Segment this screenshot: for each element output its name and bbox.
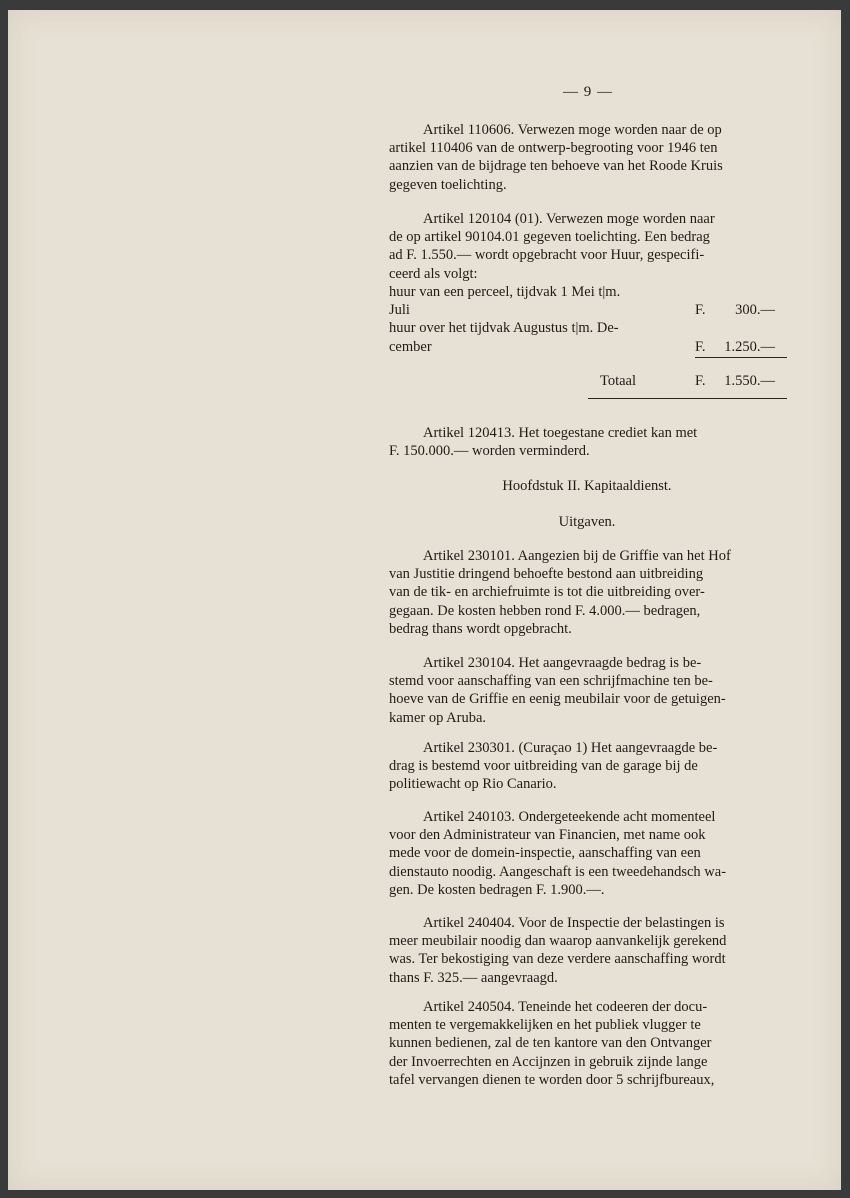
amount: 300.—	[735, 302, 775, 319]
paragraph-artikel-230104	[389, 654, 785, 727]
text-line: tafel vervangen dienen te worden door 5 schrijfbureaux,	[389, 1071, 715, 1088]
text-line: ceerd als volgt:	[389, 265, 478, 282]
text-line: aanzien van de bijdrage ten behoeve van het Roode Kruis	[389, 158, 723, 175]
text-line: Artikel 110606. Verwezen moge worden naar de op	[423, 122, 722, 138]
cost-item-text: huur van een perceel, tijdvak 1 Mei t|m.	[389, 284, 621, 300]
text-line: artikel 110406 van de ontwerp-begrooting voor 1946 ten	[389, 140, 718, 157]
text-line: Artikel 120104 (01). Verwezen moge worden naar	[423, 211, 715, 227]
text-line: Artikel 120413. Het toegestane crediet kan met	[423, 425, 698, 441]
text-line: Artikel 230104. Het aangevraagde bedrag is be-	[423, 655, 702, 671]
text-line: gegeven toelichting.	[389, 176, 507, 193]
paragraph-artikel-240404	[389, 914, 785, 987]
cost-item-label	[389, 319, 785, 337]
totaal-row	[389, 372, 785, 390]
huur-specification	[389, 283, 785, 356]
text-line: Artikel 230301. (Curaçao 1) Het aangevraagde be-	[423, 740, 718, 756]
text-line: bedrag thans wordt opgebracht.	[389, 620, 572, 637]
text-line: van Justitie dringend behoefte bestond aan uitbreiding	[389, 566, 704, 583]
text-line: voor den Administrateur van Financien, met name ook	[389, 827, 706, 844]
cost-item-row	[389, 301, 785, 319]
text-line: ad F. 1.550.— wordt opgebracht voor Huur, gespecifi-	[389, 247, 705, 264]
text-line: kunnen bedienen, zal de ten kantore van den Ontvanger	[389, 1035, 712, 1052]
currency: F.	[695, 373, 706, 389]
text-line: der Invoerrechten en Accijnzen in gebruik zijnde lange	[389, 1053, 708, 1070]
text-line: politiewacht op Rio Canario.	[389, 776, 557, 793]
text-line: van de tik- en archiefruimte is tot die uitbreiding over-	[389, 584, 705, 601]
currency: F.	[695, 338, 706, 355]
paragraph-artikel-240103	[389, 808, 785, 899]
text-line: meer meubilair noodig dan waarop aanvankelijk gerekend	[389, 933, 727, 950]
subtotal-rule	[695, 357, 787, 358]
text-line: Artikel 240103. Ondergeteekende acht momenteel	[423, 809, 716, 825]
text-line: dienstauto noodig. Aangeschaft is een tweedehandsch wa-	[389, 863, 727, 880]
cost-item-text: huur over het tijdvak Augustus t|m. De-	[389, 320, 619, 337]
cost-item-text: cember	[389, 338, 432, 355]
cost-item-label	[389, 283, 785, 301]
chapter-heading: Hoofdstuk II. Kapitaaldienst.	[502, 478, 672, 494]
text-line: thans F. 325.— aangevraagd.	[389, 969, 558, 986]
amount: 1.250.—	[724, 338, 775, 355]
text-line: Artikel 240504. Teneinde het codeeren der docu-	[423, 999, 708, 1015]
page-number: — 9 —	[563, 84, 613, 100]
cost-item-row	[389, 338, 785, 356]
cost-item-text: Juli	[389, 302, 410, 319]
paragraph-artikel-110606	[389, 121, 785, 194]
text-line: was. Ter bekostiging van deze verdere aanschaffing wordt	[389, 951, 726, 968]
text-line: gen. De kosten bedragen F. 1.900.—.	[389, 881, 605, 898]
text-line: Artikel 230101. Aangezien bij de Griffie van het Hof	[423, 548, 731, 564]
totaal-label: Totaal	[600, 373, 637, 389]
text-line: gegaan. De kosten hebben rond F. 4.000.— bedragen,	[389, 602, 701, 619]
text-line: kamer op Aruba.	[389, 709, 487, 726]
paragraph-artikel-240504	[389, 998, 785, 1089]
total-rule	[588, 398, 787, 399]
text-line: drag is bestemd voor uitbreiding van de garage bij de	[389, 758, 698, 775]
text-line: F. 150.000.— worden verminderd.	[389, 443, 590, 460]
text-line: de op artikel 90104.01 gegeven toelichting. Een bedrag	[389, 229, 710, 246]
text-line: mede voor de domein-inspectie, aanschaffing van een	[389, 845, 701, 862]
amount: 1.550.—	[724, 373, 775, 389]
text-line: hoeve van de Griffie en eenig meubilair voor de getuigen-	[389, 691, 726, 708]
paragraph-artikel-120104	[389, 210, 785, 283]
section-heading: Uitgaven.	[558, 514, 616, 530]
paragraph-artikel-230301	[389, 739, 785, 794]
text-line: menten te vergemakkelijken en het publiek vlugger te	[389, 1017, 701, 1034]
text-line: stemd voor aanschaffing van een schrijfmachine ten be-	[389, 673, 713, 690]
text-line: Artikel 240404. Voor de Inspectie der belastingen is	[423, 915, 725, 931]
paragraph-artikel-230101	[389, 547, 785, 638]
paragraph-artikel-120413	[389, 424, 785, 460]
currency: F.	[695, 302, 706, 319]
